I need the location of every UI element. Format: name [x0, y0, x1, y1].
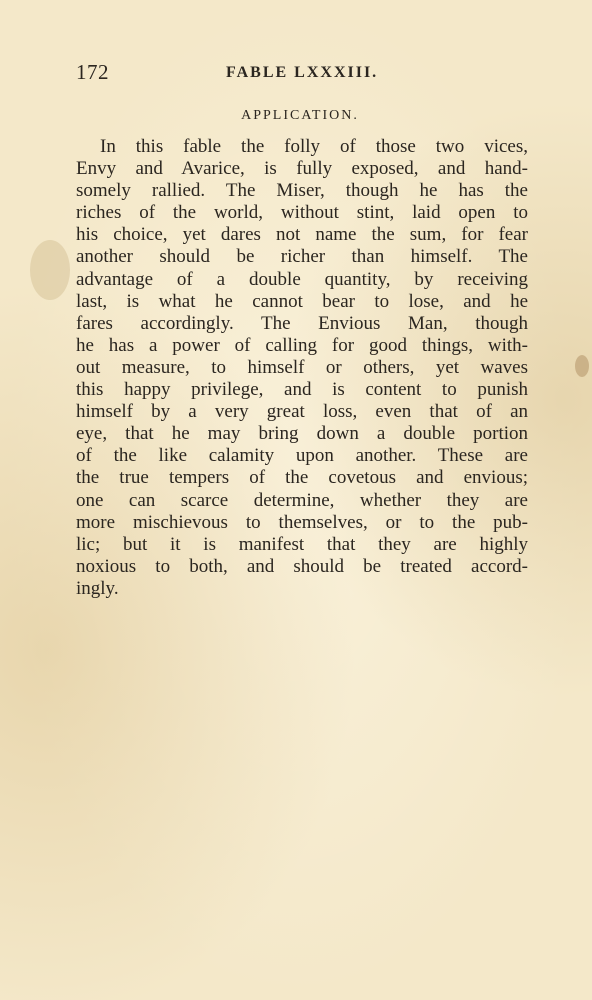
text-line: himself by a very great loss, even that of an: [76, 401, 528, 423]
text-line: last, is what he cannot bear to lose, and he: [76, 290, 528, 312]
page-number: 172: [76, 60, 109, 84]
text-line: riches of the world, without stint, laid open to: [76, 202, 528, 224]
text-line: somely rallied. The Miser, though he has the: [76, 180, 528, 202]
page-header: [76, 60, 530, 88]
text-line: one can scarce determine, whether they are: [76, 489, 528, 511]
running-head: FABLE LXXXIII.: [226, 64, 379, 81]
text-line: eye, that he may bring down a double portion: [76, 423, 528, 445]
text-line: his choice, yet dares not name the sum, for fear: [76, 224, 528, 246]
section-title-text: APPLICATION.: [241, 108, 359, 123]
body-text: [76, 136, 528, 600]
text-line: of the like calamity upon another. These are: [76, 445, 528, 467]
text-line: more mischievous to themselves, or to the pub-: [76, 511, 528, 533]
text-line: the true tempers of the covetous and envious;: [76, 467, 528, 489]
text-line: this happy privilege, and is content to punish: [76, 379, 528, 401]
section-title: [0, 108, 592, 124]
text-line: Envy and Avarice, is fully exposed, and hand-: [76, 158, 528, 180]
text-line: he has a power of calling for good things, with-: [76, 334, 528, 356]
text-line: In this fable the folly of those two vices,: [100, 136, 528, 157]
text-line: another should be richer than himself. The: [76, 246, 528, 268]
text-line: out measure, to himself or others, yet waves: [76, 356, 528, 378]
text-line: lic; but it is manifest that they are highly: [76, 533, 528, 555]
text-line: fares accordingly. The Envious Man, though: [76, 312, 528, 334]
paper-stain: [30, 240, 70, 300]
paper-stain: [575, 355, 589, 377]
text-line: advantage of a double quantity, by receiving: [76, 268, 528, 290]
text-line: noxious to both, and should be treated accord-: [76, 555, 528, 577]
text-line: ingly.: [76, 577, 119, 599]
